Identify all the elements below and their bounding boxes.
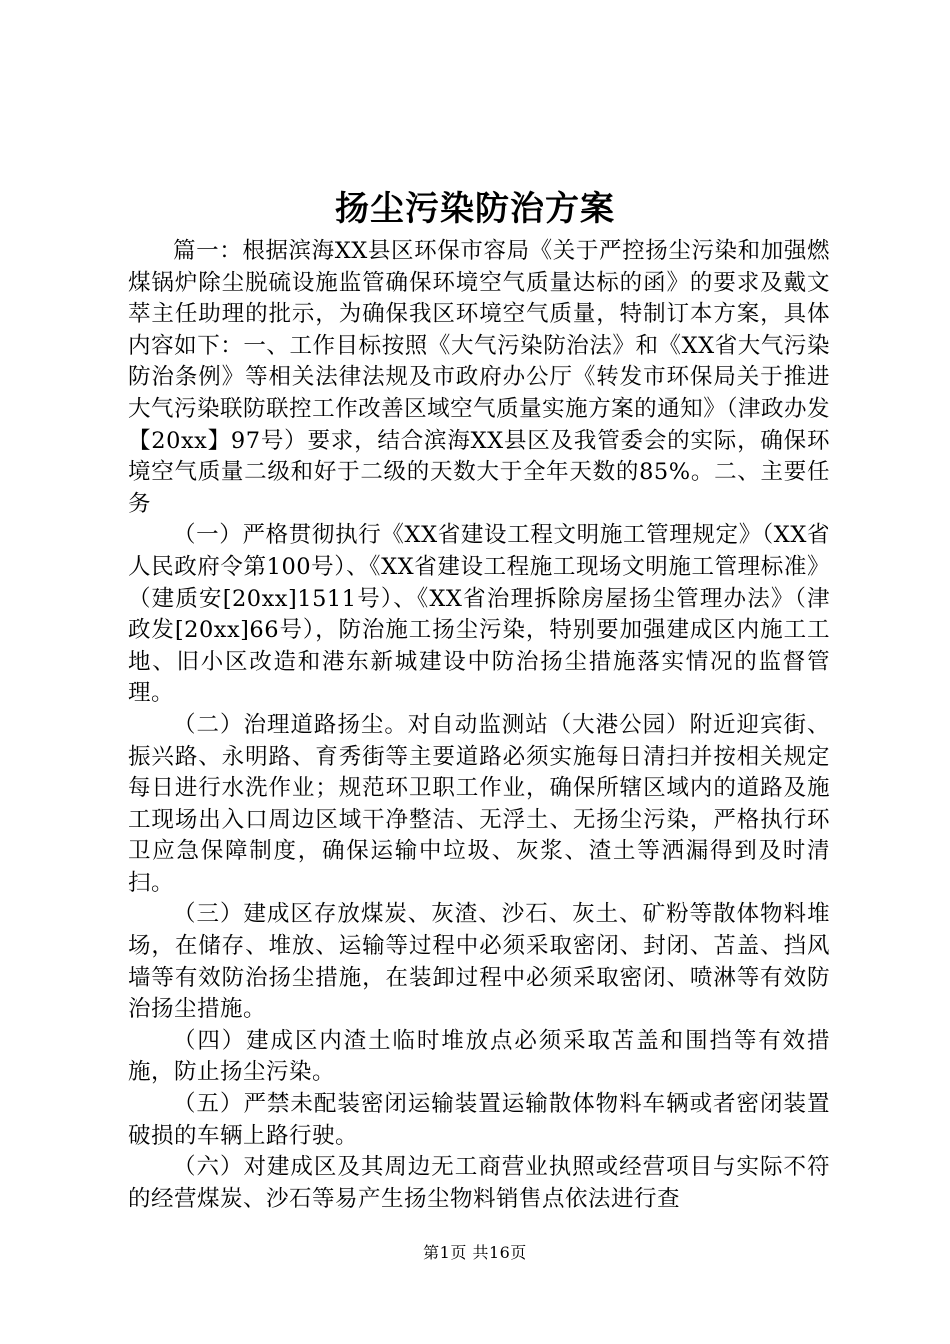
- document-body: [128, 236, 830, 1215]
- document-title: 扬尘污染防治方案: [335, 189, 615, 229]
- paragraph-task-2: （二）治理道路扬尘。对自动监测站（大港公园）附近迎宾街、振兴路、永明路、育秀街等主要道路必须实施每日清扫并按相关规定每日进行水洗作业；规范环卫职工作业，确保所辖区域内的道路及施工现场出入口周边区域干净整洁、无浮土、无扬尘污染，严格执行环卫应急保障制度，确保运输中垃圾、灰浆、渣土等洒漏得到及时清扫。: [128, 711, 830, 896]
- paragraph-task-5: （五）严禁未配装密闭运输装置运输散体物料车辆或者密闭装置破损的车辆上路行驶。: [128, 1091, 830, 1149]
- paragraph-intro: 篇一：根据滨海XX县区环保市容局《关于严控扬尘污染和加强燃煤锅炉除尘脱硫设施监管确保环境空气质量达标的函》的要求及戴文萃主任助理的批示，为确保我区环境空气质量，特制订本方案，具体内容如下：一、工作目标按照《大气污染防治法》和《XX省大气污染防治条例》等相关法律法规及市政府办公厅《转发市环保局关于推进大气污染联防联控工作改善区域空气质量实施方案的通知》（津政办发【20xx】97号）要求，结合滨海XX县区及我管委会的实际，确保环境空气质量二级和好于二级的天数大于全年天数的85%。二、主要任务: [128, 238, 830, 517]
- paragraph-task-1: （一）严格贯彻执行《XX省建设工程文明施工管理规定》（XX省人民政府令第100号）、《XX省建设工程施工现场文明施工管理标准》（建质安[20xx]1511号）、《XX省治理拆除房屋扬尘管理办法》（津政发[20xx]66号），防治施工扬尘污染，特别要加强建成区内施工工地、旧小区改造和港东新城建设中防治扬尘措施落实情况的监督管理。: [128, 522, 830, 707]
- paragraph-task-3: （三）建成区存放煤炭、灰渣、沙石、灰土、矿粉等散体物料堆场，在储存、堆放、运输等过程中必须采取密闭、封闭、苫盖、挡风墙等有效防治扬尘措施，在装卸过程中必须采取密闭、喷淋等有效防治扬尘措施。: [128, 901, 830, 1023]
- paragraph-task-4: （四）建成区内渣土临时堆放点必须采取苫盖和围挡等有效措施，防止扬尘污染。: [128, 1027, 830, 1086]
- paragraph-task-6: （六）对建成区及其周边无工商营业执照或经营项目与实际不符的经营煤炭、沙石等易产生扬尘物料销售点依法进行查: [128, 1154, 830, 1212]
- page-footer: 第1页 共16页: [423, 1243, 527, 1262]
